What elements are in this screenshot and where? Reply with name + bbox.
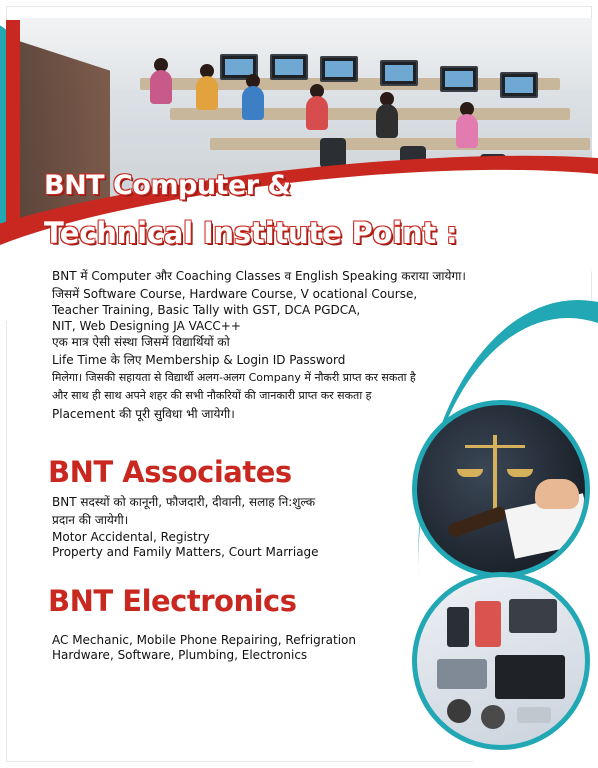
monitor [380, 60, 418, 86]
monitor [320, 56, 358, 82]
title-line-2: Technical Institute Point : [44, 216, 458, 250]
associates-text-line: Motor Accidental, Registry [52, 530, 210, 544]
scale-pan [507, 469, 533, 477]
student [376, 104, 398, 138]
student [150, 70, 172, 104]
computer-text-line: Placement की पूरी सुविधा भी जायेगी। [52, 407, 235, 421]
associates-text-line: प्रदान की जायेगी। [52, 513, 129, 527]
printer-icon [437, 659, 487, 689]
phone-icon [475, 601, 501, 647]
electronics-products-image [412, 572, 590, 750]
scale-pan [457, 469, 483, 477]
associates-text-line: Property and Family Matters, Court Marriage [52, 545, 319, 559]
computer-text-line: जिसमें Software Course, Hardware Course, V ocational Course, [52, 287, 418, 301]
computer-text-line: NIT, Web Designing JA VACC++ [52, 319, 241, 333]
desk [170, 108, 570, 120]
computer-text-line: और साथ ही साथ अपने शहर की सभी नौकरियों की जानकारी प्राप्त कर सकता ह [52, 389, 372, 402]
watch-icon [481, 705, 505, 729]
laptop-icon [495, 655, 565, 699]
title-line-1: BNT Computer & [44, 170, 291, 201]
computer-text-line: Life Time के लिए Membership & Login ID Password [52, 353, 346, 367]
electronics-text-line: AC Mechanic, Mobile Phone Repairing, Refrigration [52, 633, 356, 647]
student [306, 96, 328, 130]
computer-text-line: Teacher Training, Basic Tally with GST, DCA PGDCA, [52, 303, 361, 317]
associates-text-line: BNT सदस्यों को कानूनी, फौजदारी, दीवानी, सलाह नि:शुल्क [52, 495, 316, 509]
phone-icon [447, 607, 469, 647]
student [196, 76, 218, 110]
monitor [500, 72, 538, 98]
watch-icon [447, 699, 471, 723]
student [242, 86, 264, 120]
speaker-icon [517, 707, 551, 723]
associates-title: BNT Associates [48, 455, 292, 489]
law-scales-image [412, 400, 590, 578]
computer-text-line: BNT में Computer और Coaching Classes व English Speaking कराया जायेगा। [52, 269, 466, 283]
computer-text-line: मिलेगा। जिसकी सहायता से विद्यार्थी अलग-अलग Company में नौकरी प्राप्त कर सकता है [52, 371, 416, 384]
student [456, 114, 478, 148]
writing-hand [535, 479, 579, 509]
scale-beam [465, 445, 525, 448]
tv-icon [509, 599, 557, 633]
gavel-icon [446, 505, 507, 539]
monitor [440, 66, 478, 92]
electronics-title: BNT Electronics [48, 584, 297, 618]
monitor [270, 54, 308, 80]
electronics-text-line: Hardware, Software, Plumbing, Electronics [52, 648, 308, 662]
computer-text-line: एक मात्र ऐसी संस्था जिसमें विद्यार्थियों को [52, 335, 230, 349]
